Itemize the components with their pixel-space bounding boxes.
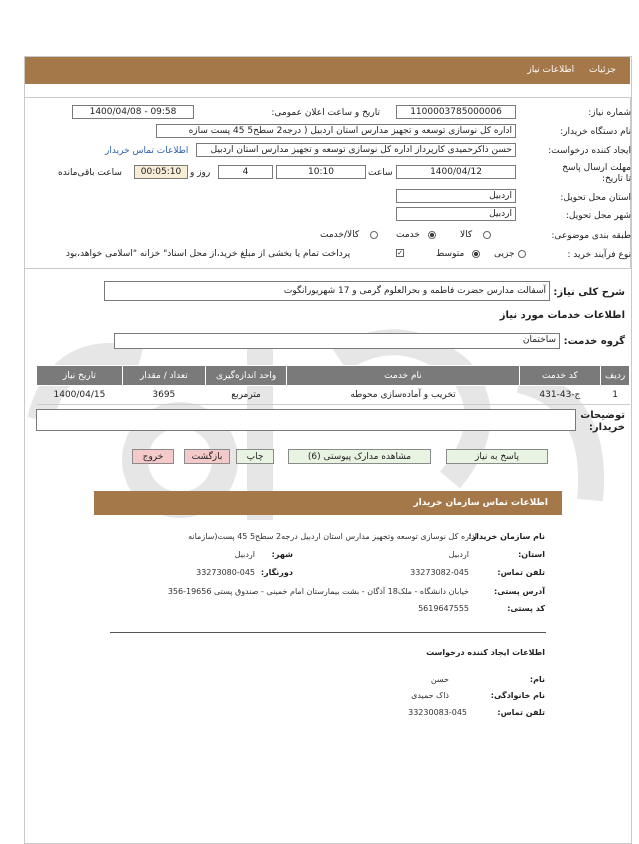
tab-details[interactable]: جزئیات <box>589 65 616 75</box>
deadline-label: مهلت ارسال پاسخ تا تاریخ: <box>562 163 631 184</box>
category-service-radio[interactable] <box>428 231 436 239</box>
cell-quantity: 3695 <box>122 386 205 405</box>
payment-note: پرداخت تمام یا بخشی از مبلغ خرید،از محل اسناد" خزانه "اسلامی خواهد،بود <box>66 249 351 259</box>
col-service-code: کد خدمت <box>519 366 601 386</box>
creator-title: اطلاعات ایجاد کننده درخواست <box>426 648 545 657</box>
print-button[interactable]: چاپ <box>236 449 274 464</box>
buyer-org-field: اداره کل نوسازی توسعه و تجهیز مدارس استان اردبیل ( درجه2 سطح5 45 پست سازه <box>156 124 516 138</box>
service-group-field: ساختمان <box>114 333 560 349</box>
city-field: اردبیل <box>396 207 516 221</box>
reply-button[interactable]: پاسخ به نیاز <box>446 449 548 464</box>
divider-line <box>110 632 546 633</box>
services-section-title: اطلاعات خدمات مورد نیاز <box>499 310 625 321</box>
summary-label: شرح کلی نیاز: <box>553 287 625 298</box>
contact-fax-label: دورنگار: <box>260 568 293 577</box>
table-header-row <box>37 366 630 386</box>
process-medium-radio[interactable] <box>472 250 480 258</box>
buyer-description-label: توضیحات خریدار: <box>580 410 625 433</box>
contact-org-value: اداره کل نوسازی توسعه وتجهیز مدارس استان اردبیل درجه2 سطح5 45 پست(سازمانه <box>188 532 477 541</box>
contact-province-value: اردبیل <box>448 550 469 559</box>
contact-phone-label: تلفن تماس: <box>497 568 545 577</box>
announce-date-label: تاریخ و ساعت اعلان عمومی: <box>271 108 380 118</box>
city-label: شهر محل تحویل: <box>565 211 631 221</box>
creator-phone-label: تلفن تماس: <box>497 708 545 717</box>
category-label: طبقه بندی موضوعی: <box>551 231 631 241</box>
need-number-label: شماره نیاز: <box>588 108 631 118</box>
category-goods-label: کالا <box>460 230 473 240</box>
time-label: ساعت <box>368 168 393 178</box>
deadline-time-field: 10:10 <box>276 165 366 179</box>
cell-row-number: 1 <box>601 386 630 405</box>
creator-family-value: ذاک حمیدی <box>411 691 449 700</box>
creator-phone-value: 33230083-045 <box>408 708 467 717</box>
contact-info-bar <box>94 491 562 515</box>
province-label: استان محل تحویل: <box>560 193 631 203</box>
contact-address-value: خیابان دانشگاه - ملک18 آذگان - بشت بیمارستان امام خمینی - صندوق پستی 19656-356 <box>167 587 469 596</box>
contact-bar-title: اطلاعات تماس سازمان خریدار <box>413 498 548 508</box>
col-row-number: ردیف <box>601 366 630 386</box>
service-group-label: گروه خدمت: <box>563 336 625 347</box>
creator-family-label: نام خانوادگی: <box>490 691 545 700</box>
col-quantity: تعداد / مقدار <box>122 366 205 386</box>
announce-date-field: 1400/04/08 - 09:58 <box>72 105 194 119</box>
contact-fax-value: 33273080-045 <box>196 568 255 577</box>
category-goods-radio[interactable] <box>483 231 491 239</box>
tab-need-info[interactable]: اطلاعات نیاز <box>527 65 575 75</box>
col-service-name: نام خدمت <box>287 366 519 386</box>
back-button[interactable]: بازگشت <box>184 449 230 464</box>
process-partial-label: جزیی <box>494 249 515 259</box>
table-row[interactable] <box>37 386 630 405</box>
creator-name-value: حسن <box>430 675 449 684</box>
exit-button[interactable]: خروج <box>132 449 174 464</box>
remaining-time-field: 00:05:10 <box>134 165 188 179</box>
process-label: نوع فرآیند خرید : <box>567 250 631 260</box>
requester-label: ایجاد کننده درخواست: <box>548 146 631 156</box>
top-header-bar <box>25 57 630 84</box>
buyer-org-label: نام دستگاه خریدار: <box>560 127 631 137</box>
payment-checkbox[interactable]: ✓ <box>397 249 403 257</box>
need-number-field: 1100003785000006 <box>396 105 516 119</box>
creator-name-label: نام: <box>529 675 545 684</box>
view-attachments-button[interactable]: مشاهده مدارک پیوستی (6) <box>288 449 431 464</box>
days-label: روز و <box>190 168 211 178</box>
cell-service-name: تخریب و آماده‌سازی محوطه <box>287 386 519 405</box>
process-medium-label: متوسط <box>436 249 465 259</box>
buyer-contact-link[interactable]: اطلاعات تماس خریدار <box>105 146 189 156</box>
province-field: اردبیل <box>396 189 516 203</box>
need-info-panel <box>24 97 631 269</box>
services-table <box>36 365 630 405</box>
days-field: 4 <box>218 165 273 179</box>
contact-postal-value: 5619647555 <box>418 604 469 613</box>
remaining-label: ساعت باقی‌مانده <box>58 168 122 178</box>
cell-need-date: 1400/04/15 <box>37 386 123 405</box>
category-service-label: خدمت <box>396 230 420 240</box>
contact-city-label: شهر: <box>271 550 293 559</box>
contact-postal-label: کد پستی: <box>507 604 545 613</box>
contact-org-label: نام سازمان خریدار: <box>468 532 545 541</box>
category-goods-service-radio[interactable] <box>370 231 378 239</box>
cell-service-code: ج-43-431 <box>519 386 601 405</box>
category-goods-service-label: کالا/خدمت <box>320 230 360 240</box>
contact-address-label: آدرس پستی: <box>494 587 545 596</box>
col-unit: واحد اندازه‌گیری <box>205 366 287 386</box>
cell-unit: مترمربع <box>205 386 287 405</box>
process-partial-radio[interactable] <box>518 250 526 258</box>
contact-phone-value: 33273082-045 <box>410 568 469 577</box>
buyer-description-field <box>36 409 576 431</box>
contact-province-label: استان: <box>518 550 545 559</box>
summary-field: آسفالت مدارس حضرت فاطمه و بحرالعلوم گرمی و 17 شهریورانگوت <box>104 281 550 301</box>
col-need-date: تاریخ نیاز <box>37 366 123 386</box>
deadline-date-field: 1400/04/12 <box>396 165 516 179</box>
contact-city-value: اردبیل <box>234 550 255 559</box>
requester-field: حسن ذاکرحمیدی کارپرداز اداره کل نوسازی توسعه و تجهیز مدارس استان اردبیل <box>196 143 516 157</box>
